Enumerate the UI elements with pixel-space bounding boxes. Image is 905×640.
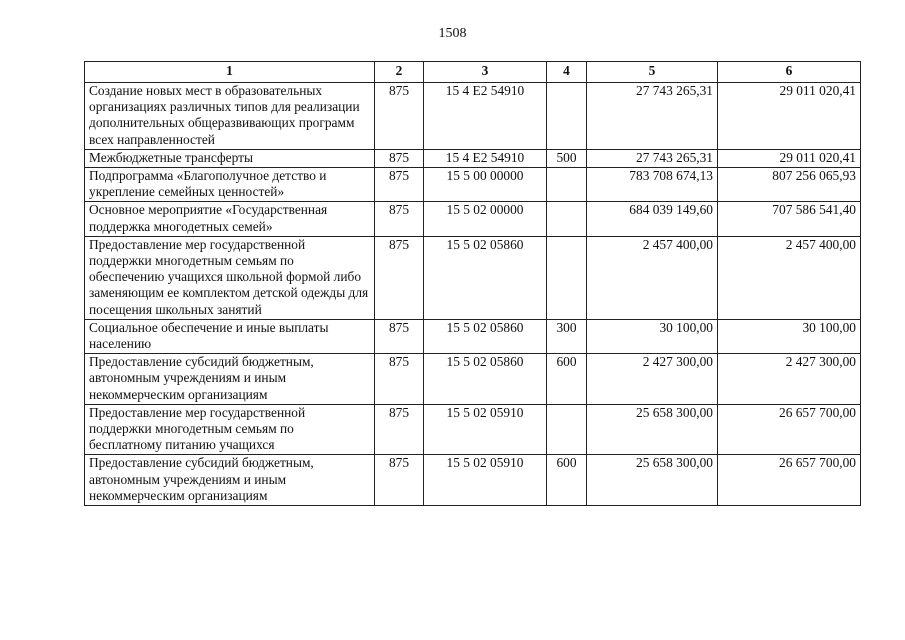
row-amount-2: 807 256 065,93 [718,168,861,202]
row-amount-1: 27 743 265,31 [587,149,718,167]
row-admin-code: 875 [375,202,424,236]
table-row [85,354,861,405]
row-admin-code: 875 [375,455,424,506]
row-name: Предоставление мер государственной поддержки многодетным семьям по бесплатному питанию учащихся [85,404,375,455]
row-amount-2: 30 100,00 [718,319,861,353]
row-target-code: 15 5 02 05860 [424,354,547,405]
row-amount-1: 684 039 149,60 [587,202,718,236]
row-amount-2: 2 457 400,00 [718,236,861,319]
header-col-4: 4 [547,62,587,83]
row-amount-2: 29 011 020,41 [718,83,861,150]
page-number: 1508 [438,26,467,41]
row-amount-2: 707 586 541,40 [718,202,861,236]
row-admin-code: 875 [375,319,424,353]
row-amount-1: 30 100,00 [587,319,718,353]
table-row [85,404,861,455]
header-col-1: 1 [85,62,375,83]
table-row [85,83,861,150]
header-col-5: 5 [587,62,718,83]
table-row [85,202,861,236]
row-name: Межбюджетные трансферты [85,149,375,167]
row-amount-1: 25 658 300,00 [587,404,718,455]
row-target-code: 15 4 E2 54910 [424,149,547,167]
row-expense-type: 300 [547,319,587,353]
row-amount-2: 2 427 300,00 [718,354,861,405]
table-row [85,168,861,202]
row-target-code: 15 5 02 05860 [424,319,547,353]
row-expense-type: 600 [547,455,587,506]
row-target-code: 15 5 02 00000 [424,202,547,236]
row-expense-type: 600 [547,354,587,405]
row-target-code: 15 5 02 05860 [424,236,547,319]
row-admin-code: 875 [375,149,424,167]
row-target-code: 15 4 E2 54910 [424,83,547,150]
row-name: Создание новых мест в образовательных организациях различных типов для реализации дополнительных общеразвивающих программ всех направленностей [85,83,375,150]
budget-table [84,61,861,506]
row-expense-type [547,83,587,150]
row-amount-1: 2 457 400,00 [587,236,718,319]
row-amount-1: 27 743 265,31 [587,83,718,150]
row-expense-type: 500 [547,149,587,167]
header-col-6: 6 [718,62,861,83]
row-target-code: 15 5 02 05910 [424,455,547,506]
row-name: Предоставление субсидий бюджетным, автономным учреждениям и иным некоммерческим организациям [85,455,375,506]
row-name: Основное мероприятие «Государственная поддержка многодетных семей» [85,202,375,236]
table-row [85,455,861,506]
row-target-code: 15 5 02 05910 [424,404,547,455]
row-amount-1: 2 427 300,00 [587,354,718,405]
row-expense-type [547,404,587,455]
row-admin-code: 875 [375,404,424,455]
row-admin-code: 875 [375,83,424,150]
table-row [85,149,861,167]
row-amount-2: 29 011 020,41 [718,149,861,167]
row-expense-type [547,202,587,236]
header-row [85,62,861,83]
row-expense-type [547,168,587,202]
table-row [85,319,861,353]
table-row [85,236,861,319]
row-amount-2: 26 657 700,00 [718,404,861,455]
row-name: Социальное обеспечение и иные выплаты населению [85,319,375,353]
row-amount-1: 783 708 674,13 [587,168,718,202]
row-admin-code: 875 [375,236,424,319]
row-target-code: 15 5 00 00000 [424,168,547,202]
row-admin-code: 875 [375,354,424,405]
row-expense-type [547,236,587,319]
row-admin-code: 875 [375,168,424,202]
row-name: Предоставление субсидий бюджетным, автономным учреждениям и иным некоммерческим организациям [85,354,375,405]
row-amount-2: 26 657 700,00 [718,455,861,506]
row-name: Подпрограмма «Благополучное детство и укрепление семейных ценностей» [85,168,375,202]
row-amount-1: 25 658 300,00 [587,455,718,506]
row-name: Предоставление мер государственной поддержки многодетным семьям по обеспечению учащихся школьной формой либо заменяющим ее комплектом детской одежды для посещения школьных занятий [85,236,375,319]
header-col-2: 2 [375,62,424,83]
header-col-3: 3 [424,62,547,83]
